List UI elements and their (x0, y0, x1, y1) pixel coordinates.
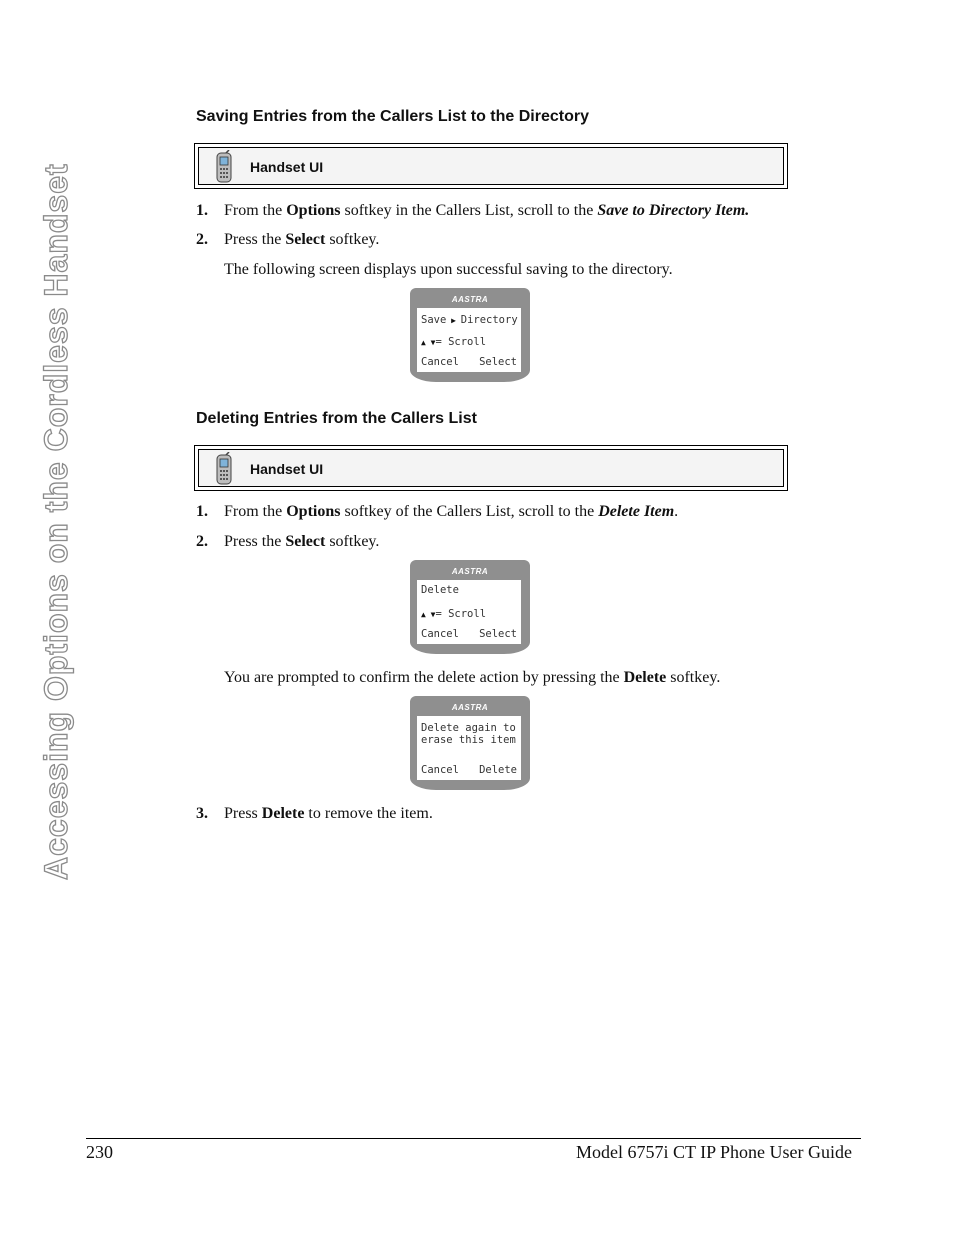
footer-divider (86, 1138, 861, 1139)
right-arrow-icon: ▶ (446, 316, 461, 325)
side-section-title: Accessing Options on the Cordless Handset (38, 163, 74, 880)
step-1: 1. From the Options softkey of the Callers List, scroll to the Delete Item. (196, 503, 679, 520)
cordless-handset-icon (211, 452, 237, 486)
softkey-cancel: Cancel (421, 764, 459, 776)
softkey-select: Select (479, 628, 517, 640)
lcd-display: Delete again to erase this item Cancel Delete (417, 716, 521, 780)
handset-ui-banner (194, 143, 788, 189)
handset-screen-confirm-delete (410, 696, 530, 790)
handset-ui-label: Handset UI (250, 159, 324, 175)
lcd-display: Delete ▲ ▼= Scroll Cancel Select (417, 580, 521, 644)
section-heading-deleting: Deleting Entries from the Callers List (196, 410, 477, 427)
step-2: 2. Press the Select softkey. (196, 533, 380, 550)
aastra-logo: AASTRA (451, 295, 489, 304)
aastra-logo: AASTRA (451, 703, 489, 712)
softkey-select: Select (479, 356, 517, 368)
step-1: 1. From the Options softkey in the Callers List, scroll to the Save to Directory Item. (196, 202, 750, 219)
delete-confirm-prompt: You are prompted to confirm the delete action by pressing the Delete softkey. (224, 669, 721, 686)
up-down-arrow-icon: ▲ ▼ (421, 610, 436, 619)
softkey-cancel: Cancel (421, 356, 459, 368)
section-heading-saving: Saving Entries from the Callers List to the Directory (196, 108, 589, 125)
up-down-arrow-icon: ▲ ▼ (421, 338, 436, 347)
step-2: 2. Press the Select softkey. (196, 231, 380, 248)
handset-screen-save (410, 288, 530, 382)
aastra-logo: AASTRA (451, 567, 489, 576)
guide-title: Model 6757i CT IP Phone User Guide (576, 1142, 852, 1162)
softkey-delete: Delete (479, 764, 517, 776)
softkey-cancel: Cancel (421, 628, 459, 640)
handset-screen-delete (410, 560, 530, 654)
cordless-handset-icon (211, 150, 237, 184)
lcd-display: Save ▶ Directory ▲ ▼= Scroll Cancel Select (417, 308, 521, 372)
save-success-note: The following screen displays upon successful saving to the directory. (224, 261, 673, 278)
handset-ui-banner (194, 445, 788, 491)
page-number: 230 (86, 1142, 113, 1162)
step-3: 3. Press Delete to remove the item. (196, 805, 433, 822)
handset-ui-label: Handset UI (250, 461, 324, 477)
